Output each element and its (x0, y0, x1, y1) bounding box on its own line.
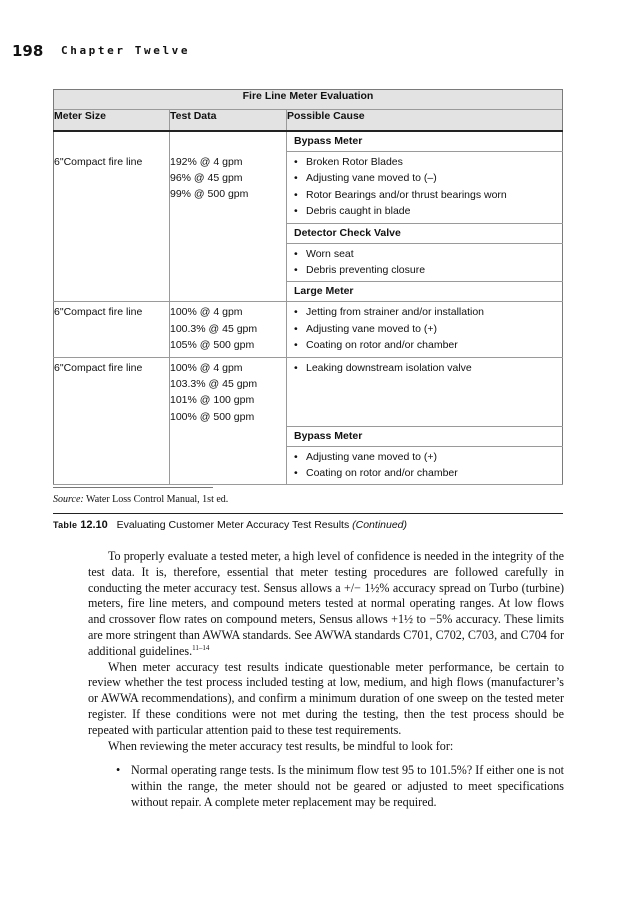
table-row (54, 152, 563, 224)
table-header-row (54, 110, 563, 132)
caption-continued: (Continued) (352, 519, 408, 531)
table-row (54, 302, 563, 357)
source-divider (53, 487, 213, 488)
caption-label: Table (53, 520, 78, 530)
cause-item: • Coating on rotor and/or chamber (294, 465, 562, 481)
test-data-line: 192% @ 4 gpm (170, 155, 243, 168)
test-data-line: 99% @ 500 gpm (170, 188, 249, 201)
table-row (54, 131, 563, 152)
cause-list (287, 302, 562, 356)
caption-text: Evaluating Customer Meter Accuracy Test Results (116, 519, 350, 531)
test-data-line: 100% @ 500 gpm (170, 410, 255, 423)
cause-list (287, 358, 562, 379)
caption-number: 12.10 (80, 519, 108, 531)
fire-line-meter-table (53, 89, 563, 485)
cause-item: • Worn seat (294, 246, 562, 262)
cause-item: • Coating on rotor and/or chamber (294, 337, 562, 353)
cause-item: • Rotor Bearings and/or thrust bearings worn (294, 187, 562, 203)
cause-item: • Debris preventing closure (294, 262, 562, 278)
meter-size-cell: 6"Compact fire line (54, 361, 143, 374)
chapter-title: Chapter Twelve (61, 44, 191, 57)
column-header-meter-size: Meter Size (54, 110, 170, 132)
source-label: Source: (53, 494, 84, 505)
cause-item: • Adjusting vane moved to (–) (294, 170, 562, 186)
cause-list (287, 447, 562, 485)
test-data-line: 100% @ 4 gpm (170, 361, 243, 374)
page-number: 198 (12, 42, 44, 60)
bullet-list (88, 763, 564, 810)
cause-item: • Leaking downstream isolation valve (294, 360, 562, 376)
cause-item: • Debris caught in blade (294, 203, 562, 219)
paragraph: When reviewing the meter accuracy test results, be mindful to look for: (108, 738, 454, 753)
table-title: Fire Line Meter Evaluation (54, 90, 563, 110)
body-text (88, 549, 564, 811)
meter-size-cell: 6"Compact fire line (54, 306, 143, 319)
list-item: • Normal operating range tests. Is the minimum flow test 95 to 101.5%? If either one is not within the range, the meter should not be geared or adjusted to meet specifications without repair. A complete meter replacement may be required. (116, 763, 564, 809)
cause-item: • Adjusting vane moved to (+) (294, 321, 562, 337)
group-heading: Detector Check Valve (294, 226, 401, 239)
group-heading: Bypass Meter (294, 429, 363, 442)
meter-size-cell: 6"Compact fire line (54, 155, 143, 168)
group-heading: Bypass Meter (294, 135, 363, 147)
column-header-possible-cause: Possible Cause (287, 110, 563, 132)
cause-list (287, 152, 562, 223)
cause-group-heading (287, 131, 563, 152)
cause-item: • Broken Rotor Blades (294, 154, 562, 170)
table-title-row (54, 90, 563, 110)
table-source (53, 494, 228, 505)
test-data-line: 105% @ 500 gpm (170, 339, 255, 352)
reference-superscript: 11–14 (192, 643, 210, 652)
test-data-line: 103.3% @ 45 gpm (170, 378, 258, 391)
paragraph: When meter accuracy test results indicate questionable meter performance, be certain to review whether the test process included testing at low, medium, and high flows (manufacturer’s or AWWA recommendations), and confirm a minimum duration of one sweep on the tested meter register. If these conditions were not met during the testing, then the test process should be repeated with particular attention paid to these test requirements. (88, 659, 564, 737)
group-heading: Large Meter (294, 285, 354, 298)
test-data-line: 96% @ 45 gpm (170, 171, 243, 184)
test-data-line: 100.3% @ 45 gpm (170, 322, 258, 335)
table-caption (53, 519, 407, 531)
cause-list (287, 244, 562, 282)
source-text: Water Loss Control Manual, 1st ed. (83, 494, 229, 505)
paragraph: To properly evaluate a tested meter, a high level of confidence is needed in the integrity of the test data. It is, therefore, essential that meter testing procedures are followed carefully in conducting the meter accuracy test. Sensus allows a +/− 1½% accuracy spread on Turbo (turbine) meters, fire line meters, and compound meters tested at normal operating ranges. At low flows and crossover flow rates on compound meters, Sensus allows +1½ to −5% accuracy. These limits are more stringent than AWWA standards. See AWWA standards C701, C702, C703, and C704 for additional guidelines.$^{11-14}$ (88, 549, 564, 658)
test-data-line: 100% @ 4 gpm (170, 306, 243, 319)
cause-item: • Adjusting vane moved to (+) (294, 449, 562, 465)
caption-divider (53, 513, 563, 514)
test-data-line: 101% @ 100 gpm (170, 394, 255, 407)
table-row (54, 357, 563, 426)
column-header-test-data: Test Data (170, 110, 287, 132)
cause-item: • Jetting from strainer and/or installation (294, 304, 562, 320)
